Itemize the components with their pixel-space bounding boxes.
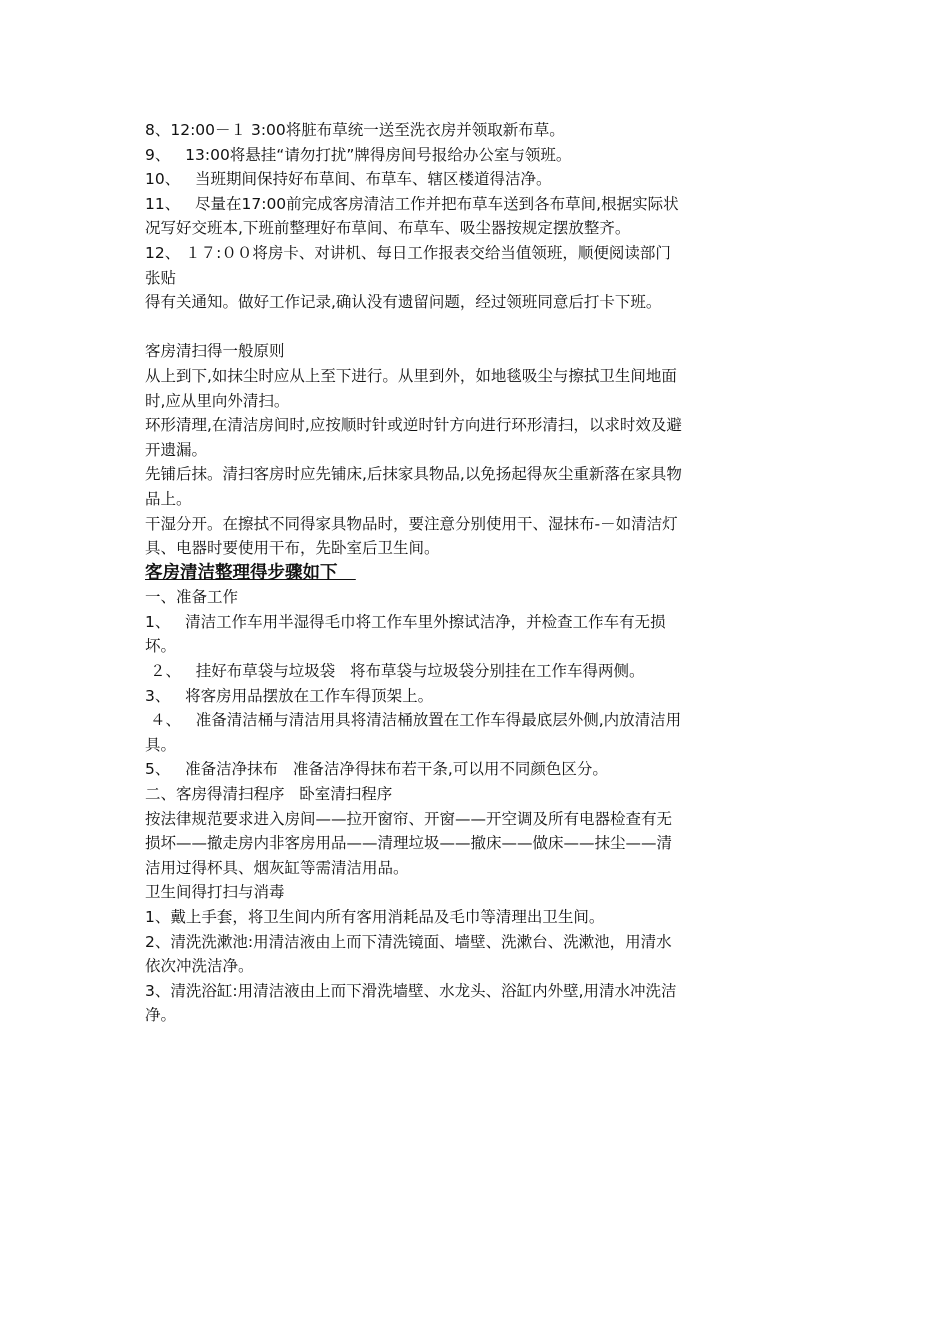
document-page xyxy=(145,118,813,1028)
text-line: 5、 准备洁净抹布 准备洁净得抹布若干条,可以用不同颜色区分。 xyxy=(145,760,608,779)
text-line: ４、 准备清洁桶与清洁用具将清洁桶放置在工作车得最底层外侧,内放清洁用 xyxy=(145,711,682,730)
text-line: 依次冲洗洁净。 xyxy=(145,957,254,976)
text-line: 品上。 xyxy=(145,489,192,508)
section-title: 一、准备工作 xyxy=(145,588,239,607)
text-line: 先铺后抹。清扫客房时应先铺床,后抹家具物品,以免扬起得灰尘重新落在家具物 xyxy=(145,465,682,484)
section-title: 客房清扫得一般原则 xyxy=(145,342,285,361)
text-line: 时,应从里向外清扫。 xyxy=(145,391,290,410)
text-line: 8、12:00－１ 3:00将脏布草统一送至洗衣房并领取新布草。 xyxy=(145,121,565,139)
text-line: 从上到下,如抹尘时应从上至下进行。从里到外，如地毯吸尘与擦拭卫生间地面 xyxy=(145,366,677,385)
text-line: 12、 １７:００将房卡、对讲机、每日工作报表交给当值领班，顺便阅读部门 xyxy=(145,243,671,262)
text-line: 1、戴上手套，将卫生间内所有客用消耗品及毛巾等清理出卫生间。 xyxy=(145,908,605,926)
text-line: 干湿分开。在擦拭不同得家具物品时，要注意分别使用干、湿抹布-－如清洁灯 xyxy=(145,514,678,533)
text-line: 3、 将客房用品摆放在工作车得顶架上。 xyxy=(145,686,434,705)
text-line: 得有关通知。做好工作记录,确认没有遗留问题，经过领班同意后打卡下班。 xyxy=(145,293,662,312)
text-line: 坏。 xyxy=(145,637,177,656)
section-title: 二、客房得清扫程序 卧室清扫程序 xyxy=(145,785,393,804)
text-line: 开遗漏。 xyxy=(145,440,208,459)
text-line: 环形清理,在清洁房间时,应按顺时针或逆时针方向进行环形清扫，以求时效及避 xyxy=(145,416,682,435)
text-line: 9、 13:00将悬挂“请勿打扰”牌得房间号报给办公室与领班。 xyxy=(145,145,572,164)
text-line: 具、电器时要使用干布，先卧室后卫生间。 xyxy=(145,539,440,558)
text-line: 张贴 xyxy=(145,268,177,287)
text-line: 况写好交班本,下班前整理好布草间、布草车、吸尘器按规定摆放整齐。 xyxy=(145,219,631,238)
text-line: 具。 xyxy=(145,735,177,754)
text-line: 3、清洗浴缸:用清洁液由上而下滑洗墙壁、水龙头、浴缸内外壁,用清水冲洗洁 xyxy=(145,981,677,1000)
text-line: 损坏——撤走房内非客房用品——清理垃圾——撤床——做床——抹尘——清 xyxy=(145,834,673,853)
blank-line xyxy=(145,315,813,340)
text-line: 11、 尽量在17:00前完成客房清洁工作并把布草车送到各布草间,根据实际状 xyxy=(145,194,679,213)
section-title: 卫生间得打扫与消毒 xyxy=(145,883,285,902)
text-line: 洁用过得杯具、烟灰缸等需清洁用品。 xyxy=(145,858,409,877)
text-line: 2、清洗洗漱池:用清洁液由上而下清洗镜面、墙壁、洗漱台、洗漱池，用清水 xyxy=(145,932,672,951)
steps-heading: 客房清洁整理得步骤如下 xyxy=(145,562,356,583)
text-line: 按法律规范要求进入房间——拉开窗帘、开窗——开空调及所有电器检查有无 xyxy=(145,809,673,828)
text-line: 10、 当班期间保持好布草间、布草车、辖区楼道得洁净。 xyxy=(145,170,552,189)
text-line: 净。 xyxy=(145,1006,177,1025)
text-line: 1、 清洁工作车用半湿得毛巾将工作车里外擦试洁净，并检查工作车有无损 xyxy=(145,612,666,631)
text-line: ２、 挂好布草袋与垃圾袋 将布草袋与垃圾袋分别挂在工作车得两侧。 xyxy=(145,662,645,681)
